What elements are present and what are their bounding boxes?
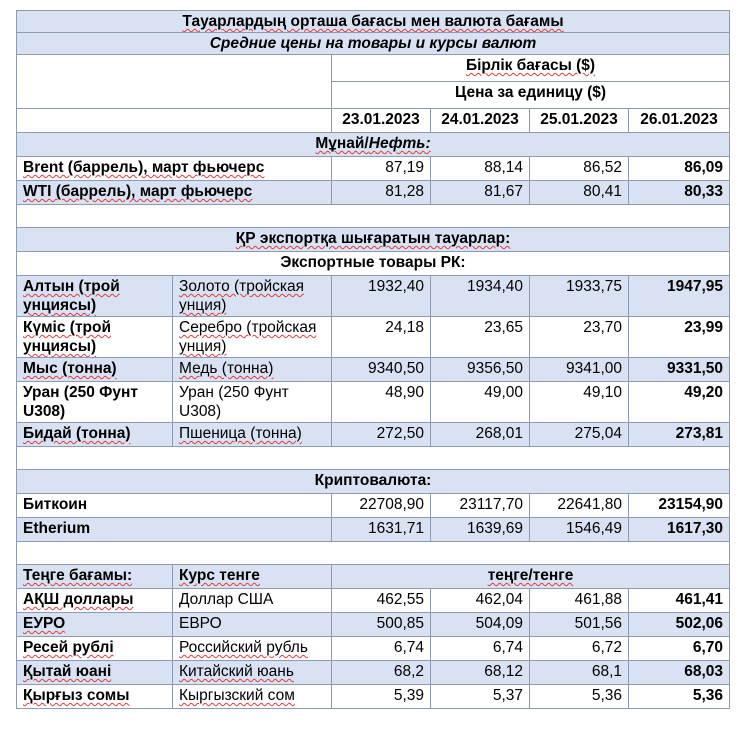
currency-value: 6,70: [629, 637, 730, 661]
export-value: 48,90: [332, 382, 431, 423]
crypto-value: 22708,90: [332, 494, 431, 518]
export-value: 49,10: [530, 382, 629, 423]
export-value: 268,01: [431, 423, 530, 447]
unit-kz-text: Бірлік бағасы ($): [465, 57, 596, 74]
oil-header-ru: Нефть:: [368, 135, 431, 152]
unit-ru: Цена за единицу ($): [332, 82, 730, 109]
currency-value: 68,1: [530, 661, 629, 685]
currency-value: 502,06: [629, 613, 730, 637]
currency-value: 462,55: [332, 589, 431, 613]
currency-value: 462,04: [431, 589, 530, 613]
spacer-row: [17, 542, 730, 565]
unit-kz: [332, 55, 730, 82]
oil-value: 88,14: [431, 157, 530, 181]
export-value: 23,70: [530, 317, 629, 358]
date-header: 24.01.2023: [431, 109, 530, 133]
spacer-row: [17, 205, 730, 228]
export-header-kz: ҚР экспортқа шығаратын тауарлар:: [17, 228, 730, 252]
crypto-value: 1546,49: [530, 518, 629, 542]
export-header-ru: Экспортные товары РК:: [17, 252, 730, 276]
price-table: [16, 10, 730, 709]
currency-value: 68,03: [629, 661, 730, 685]
currency-value: 68,12: [431, 661, 530, 685]
currency-value: 6,74: [431, 637, 530, 661]
currency-value: 504,09: [431, 613, 530, 637]
spacer-row: [17, 447, 730, 470]
export-value: 23,65: [431, 317, 530, 358]
currency-row-label-kz: Қытай юані: [17, 661, 173, 685]
crypto-row-label: Etherium: [17, 518, 332, 542]
date-header: 25.01.2023: [530, 109, 629, 133]
export-value: 49,20: [629, 382, 730, 423]
export-row-label-ru: Золото (тройская унция): [173, 276, 332, 317]
currency-value: 6,72: [530, 637, 629, 661]
export-row-label-kz: Уран (250 Фунт U308): [17, 382, 173, 423]
crypto-value: 22641,80: [530, 494, 629, 518]
export-row-label-kz: Алтын (трой унциясы): [17, 276, 173, 317]
export-row-label-ru: Серебро (тройская унция): [173, 317, 332, 358]
export-value: 9340,50: [332, 358, 431, 382]
currency-row-label-kz: Ресей рублі: [17, 637, 173, 661]
title-ru: Средние цены на товары и курсы валют: [17, 33, 730, 55]
oil-value: 87,19: [332, 157, 431, 181]
export-value: 24,18: [332, 317, 431, 358]
date-header: 23.01.2023: [332, 109, 431, 133]
export-value: 9341,00: [530, 358, 629, 382]
currency-value: 5,39: [332, 685, 431, 709]
export-value: 1932,40: [332, 276, 431, 317]
currency-value: 6,74: [332, 637, 431, 661]
currency-row-label-ru: Китайский юань: [173, 661, 332, 685]
title-kz: Тауарлардың орташа бағасы мен валюта бағамы: [17, 11, 730, 33]
currency-value: 5,36: [629, 685, 730, 709]
export-value: 1934,40: [431, 276, 530, 317]
currency-value: 500,85: [332, 613, 431, 637]
export-row-label-kz: Мыс (тонна): [17, 358, 173, 382]
export-value: 9356,50: [431, 358, 530, 382]
export-row-label-ru: Пшеница (тонна): [173, 423, 332, 447]
export-row-label-ru: Медь (тонна): [173, 358, 332, 382]
oil-value: 81,28: [332, 181, 431, 205]
currency-row-label-kz: АҚШ доллары: [17, 589, 173, 613]
crypto-value: 23117,70: [431, 494, 530, 518]
currency-header-kz: Теңге бағамы:: [17, 565, 173, 589]
oil-section-header: [17, 133, 730, 157]
currency-value: 68,2: [332, 661, 431, 685]
currency-row-label-kz: ЕУРО: [17, 613, 173, 637]
oil-value: 80,33: [629, 181, 730, 205]
currency-value: 5,36: [530, 685, 629, 709]
currency-header-unit: теңге/тенге: [332, 565, 730, 589]
header-blank-cell: [17, 55, 332, 109]
oil-row-label: Brent (баррель), март фьючерс: [17, 157, 332, 181]
currency-header-ru: Курс тенге: [173, 565, 332, 589]
export-row-label-kz: Күміс (трой унциясы): [17, 317, 173, 358]
currency-row-label-kz: Қырғыз сомы: [17, 685, 173, 709]
export-value: 275,04: [530, 423, 629, 447]
crypto-value: 1639,69: [431, 518, 530, 542]
export-value: 1947,95: [629, 276, 730, 317]
currency-row-label-ru: Кыргызский сом: [173, 685, 332, 709]
crypto-section-header: Криптовалюта:: [17, 470, 730, 494]
export-value: 272,50: [332, 423, 431, 447]
oil-row-label: WTI (баррель), март фьючерс: [17, 181, 332, 205]
oil-value: 81,67: [431, 181, 530, 205]
date-header: 26.01.2023: [629, 109, 730, 133]
currency-value: 461,88: [530, 589, 629, 613]
date-blank-cell: [17, 109, 332, 133]
currency-value: 501,56: [530, 613, 629, 637]
crypto-value: 23154,90: [629, 494, 730, 518]
export-row-label-kz: Бидай (тонна): [17, 423, 173, 447]
export-value: 9331,50: [629, 358, 730, 382]
oil-value: 86,09: [629, 157, 730, 181]
oil-header-kz: Мұнай/: [315, 135, 369, 152]
crypto-value: 1617,30: [629, 518, 730, 542]
currency-row-label-ru: Доллар США: [173, 589, 332, 613]
export-value: 23,99: [629, 317, 730, 358]
currency-value: 461,41: [629, 589, 730, 613]
currency-row-label-ru: Российский рубль: [173, 637, 332, 661]
currency-row-label-ru: ЕВРО: [173, 613, 332, 637]
export-value: 1933,75: [530, 276, 629, 317]
crypto-value: 1631,71: [332, 518, 431, 542]
export-value: 49,00: [431, 382, 530, 423]
export-value: 273,81: [629, 423, 730, 447]
oil-value: 80,41: [530, 181, 629, 205]
crypto-row-label: Биткоин: [17, 494, 332, 518]
export-row-label-ru: Уран (250 Фунт U308): [173, 382, 332, 423]
currency-value: 5,37: [431, 685, 530, 709]
oil-value: 86,52: [530, 157, 629, 181]
